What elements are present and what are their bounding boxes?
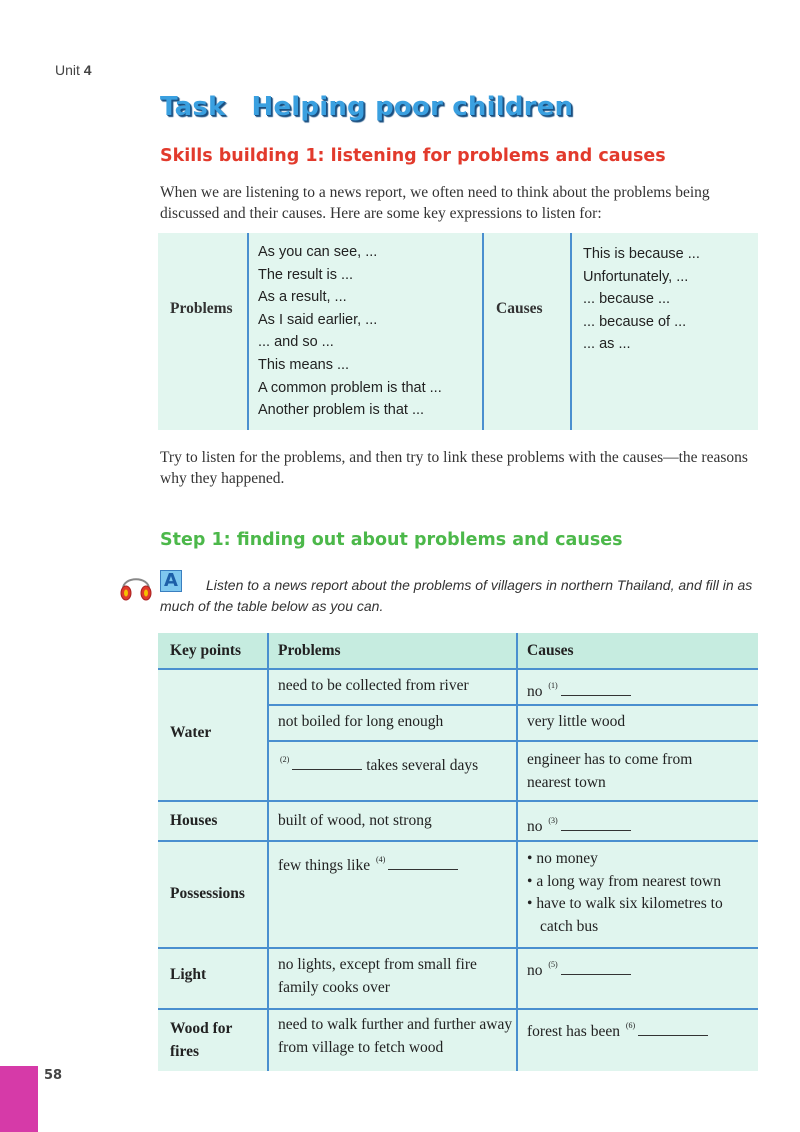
answer-blank[interactable] <box>388 856 458 870</box>
water-problem-3: $^{(2)}$ takes several days <box>280 755 479 774</box>
possessions-causes <box>527 848 752 938</box>
header-key-points: Key points <box>170 642 242 659</box>
expression-item: Unfortunately, ... <box>583 268 689 285</box>
houses-problem: built of wood, not strong <box>278 812 432 829</box>
water-cause-2: very little wood <box>527 713 626 730</box>
link-paragraph: Try to listen for the problems, and then try to link these problems with the causes—the reasons why they happened. <box>160 449 748 487</box>
problems-causes-table <box>158 633 758 1071</box>
page-number: 58 <box>44 1068 63 1083</box>
expression-item: ... and so ... <box>258 334 334 351</box>
expression-item: This means ... <box>258 356 350 373</box>
water-cause-1: no $^{(1)}$ <box>527 675 631 704</box>
answer-blank[interactable] <box>638 1022 708 1036</box>
key-houses: Houses <box>170 812 218 829</box>
houses-cause: no $^{(3)}$ <box>527 810 631 839</box>
expression-item: This is because ... <box>583 246 700 262</box>
header-problems: Problems <box>278 642 341 659</box>
wood-problem: need to walk further and further away from village to fetch wood <box>278 1016 513 1056</box>
answer-blank[interactable] <box>561 817 631 831</box>
skills-heading: Skills building 1: listening for problems and causes <box>160 146 666 166</box>
headphones-icon <box>118 571 154 603</box>
problems-label: Problems <box>170 300 233 317</box>
water-cause-3: engineer has to come from nearest town <box>527 751 693 791</box>
key-wood: Wood for fires <box>170 1020 233 1060</box>
water-problem-1: need to be collected from river <box>278 677 469 694</box>
expression-item: Another problem is that ... <box>258 402 425 419</box>
step-heading: Step 1: finding out about problems and causes <box>160 530 623 550</box>
page-tab <box>0 1066 38 1132</box>
expression-item: ... because of ... <box>583 313 687 330</box>
wood-cause: forest has been $^{(6)}$ <box>527 1015 708 1044</box>
key-possessions: Possessions <box>170 885 245 902</box>
page-title: Task Helping poor children <box>160 92 574 122</box>
possessions-problem: few things like $^{(4)}$ <box>278 849 458 878</box>
expression-item: The result is ... <box>258 266 354 283</box>
expressions-table <box>158 233 758 430</box>
exercise-instruction: Listen to a news report about the problems of villagers in northern Thailand, and fill in as much of the table below as you can. <box>160 577 753 614</box>
water-problem-2: not boiled for long enough <box>278 713 444 730</box>
intro-paragraph: When we are listening to a news report, we often need to think about the problems being discussed and their causes. Here are some key expressions to listen for: <box>160 184 710 222</box>
unit-label: Unit 4 <box>55 62 92 78</box>
light-cause: no $^{(5)}$ <box>527 954 631 983</box>
expression-item: As a result, ... <box>258 289 347 306</box>
key-light: Light <box>170 966 207 983</box>
key-water: Water <box>170 724 212 741</box>
cause-bullet: • have to walk six kilometres to catch bus <box>527 895 723 935</box>
expression-item: A common problem is that ... <box>258 379 442 396</box>
causes-list <box>583 243 700 356</box>
causes-label: Causes <box>496 300 543 317</box>
answer-blank[interactable] <box>292 756 362 770</box>
exercise-badge: A <box>160 570 182 592</box>
light-problem: no lights, except from small fire family cooks over <box>278 956 477 996</box>
expression-item: ... because ... <box>583 291 671 308</box>
answer-blank[interactable] <box>561 682 631 696</box>
header-causes: Causes <box>527 642 574 659</box>
cause-bullet: • no money <box>527 850 598 867</box>
expression-item: ... as ... <box>583 336 631 353</box>
problems-list <box>258 241 442 422</box>
expression-item: As you can see, ... <box>258 244 378 260</box>
cause-bullet: • a long way from nearest town <box>527 872 721 890</box>
expression-item: As I said earlier, ... <box>258 311 378 328</box>
answer-blank[interactable] <box>561 961 631 975</box>
